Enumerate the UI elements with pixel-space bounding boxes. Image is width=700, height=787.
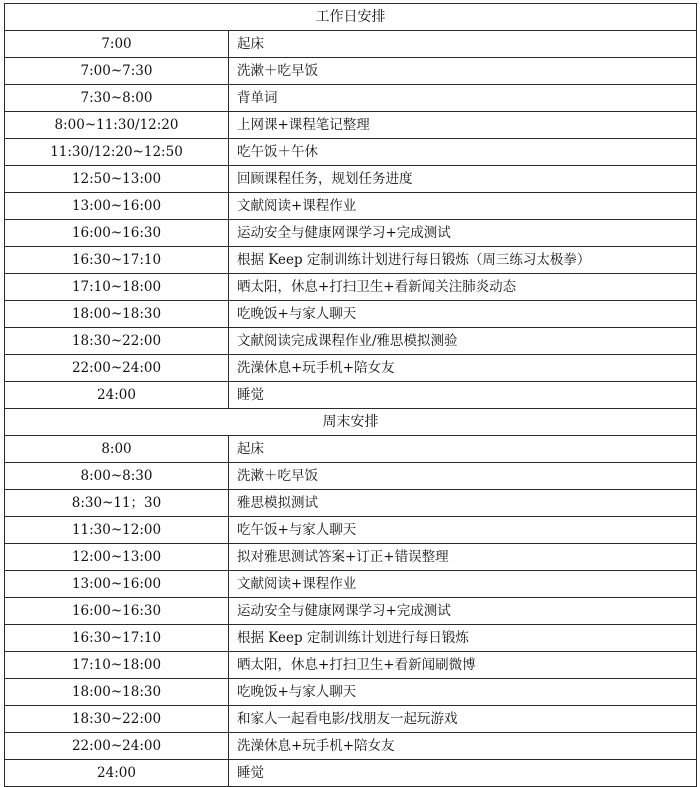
time-cell: 18:30~22:00 xyxy=(5,328,229,355)
table-row xyxy=(5,355,697,382)
table-row xyxy=(5,301,697,328)
activity-cell: 起床 xyxy=(229,436,697,463)
activity-cell: 吃晚饭+与家人聊天 xyxy=(229,301,697,328)
activity-cell: 起床 xyxy=(229,31,697,58)
table-row xyxy=(5,652,697,679)
activity-cell: 晒太阳，休息+打扫卫生+看新闻关注肺炎动态 xyxy=(229,274,697,301)
activity-cell: 运动安全与健康网课学习+完成测试 xyxy=(229,220,697,247)
activity-cell: 拟对雅思测试答案+订正+错误整理 xyxy=(229,544,697,571)
activity-cell: 运动安全与健康网课学习+完成测试 xyxy=(229,598,697,625)
table-row xyxy=(5,247,697,274)
activity-cell: 背单词 xyxy=(229,85,697,112)
table-row xyxy=(5,490,697,517)
activity-cell: 洗澡休息+玩手机+陪女友 xyxy=(229,733,697,760)
time-cell: 18:00~18:30 xyxy=(5,301,229,328)
time-cell: 17:10~18:00 xyxy=(5,274,229,301)
schedule-body xyxy=(5,4,697,787)
time-cell: 18:00~18:30 xyxy=(5,679,229,706)
table-row xyxy=(5,31,697,58)
activity-cell: 上网课+课程笔记整理 xyxy=(229,112,697,139)
table-row xyxy=(5,139,697,166)
activity-cell: 文献阅读+课程作业 xyxy=(229,193,697,220)
time-cell: 18:30~22:00 xyxy=(5,706,229,733)
table-row xyxy=(5,463,697,490)
section-header-row xyxy=(5,409,697,436)
section-header-row xyxy=(5,4,697,31)
table-row xyxy=(5,58,697,85)
table-row xyxy=(5,571,697,598)
activity-cell: 和家人一起看电影/找朋友一起玩游戏 xyxy=(229,706,697,733)
time-cell: 12:00~13:00 xyxy=(5,544,229,571)
activity-cell: 吃晚饭+与家人聊天 xyxy=(229,679,697,706)
time-cell: 7:00 xyxy=(5,31,229,58)
activity-cell: 洗漱＋吃早饭 xyxy=(229,58,697,85)
time-cell: 8:00~8:30 xyxy=(5,463,229,490)
activity-cell: 文献阅读+课程作业 xyxy=(229,571,697,598)
table-row xyxy=(5,760,697,787)
time-cell: 22:00~24:00 xyxy=(5,733,229,760)
time-cell: 11:30~12:00 xyxy=(5,517,229,544)
activity-cell: 睡觉 xyxy=(229,760,697,787)
table-row xyxy=(5,625,697,652)
table-row xyxy=(5,706,697,733)
time-cell: 13:00~16:00 xyxy=(5,571,229,598)
table-row xyxy=(5,85,697,112)
activity-cell: 洗澡休息+玩手机+陪女友 xyxy=(229,355,697,382)
time-cell: 16:30~17:10 xyxy=(5,625,229,652)
table-row xyxy=(5,220,697,247)
time-cell: 24:00 xyxy=(5,382,229,409)
activity-cell: 根据 Keep 定制训练计划进行每日锻炼 xyxy=(229,625,697,652)
time-cell: 12:50~13:00 xyxy=(5,166,229,193)
table-row xyxy=(5,166,697,193)
table-row xyxy=(5,598,697,625)
table-row xyxy=(5,382,697,409)
time-cell: 24:00 xyxy=(5,760,229,787)
time-cell: 16:00~16:30 xyxy=(5,598,229,625)
activity-cell: 晒太阳，休息+打扫卫生+看新闻刷微博 xyxy=(229,652,697,679)
time-cell: 22:00~24:00 xyxy=(5,355,229,382)
table-row xyxy=(5,544,697,571)
table-row xyxy=(5,274,697,301)
section-title: 工作日安排 xyxy=(5,4,697,31)
table-row xyxy=(5,193,697,220)
table-row xyxy=(5,328,697,355)
activity-cell: 吃午饭+与家人聊天 xyxy=(229,517,697,544)
time-cell: 8:30~11；30 xyxy=(5,490,229,517)
time-cell: 16:00~16:30 xyxy=(5,220,229,247)
time-cell: 11:30/12:20~12:50 xyxy=(5,139,229,166)
time-cell: 7:00~7:30 xyxy=(5,58,229,85)
section-title: 周末安排 xyxy=(5,409,697,436)
activity-cell: 吃午饭＋午休 xyxy=(229,139,697,166)
table-row xyxy=(5,679,697,706)
table-row xyxy=(5,112,697,139)
time-cell: 17:10~18:00 xyxy=(5,652,229,679)
activity-cell: 文献阅读完成课程作业/雅思模拟测验 xyxy=(229,328,697,355)
table-row xyxy=(5,436,697,463)
activity-cell: 睡觉 xyxy=(229,382,697,409)
table-row xyxy=(5,733,697,760)
time-cell: 13:00~16:00 xyxy=(5,193,229,220)
time-cell: 16:30~17:10 xyxy=(5,247,229,274)
time-cell: 8:00 xyxy=(5,436,229,463)
time-cell: 7:30~8:00 xyxy=(5,85,229,112)
activity-cell: 洗漱＋吃早饭 xyxy=(229,463,697,490)
activity-cell: 根据 Keep 定制训练计划进行每日锻炼（周三练习太极拳） xyxy=(229,247,697,274)
activity-cell: 雅思模拟测试 xyxy=(229,490,697,517)
time-cell: 8:00~11:30/12:20 xyxy=(5,112,229,139)
schedule-table xyxy=(4,3,697,787)
activity-cell: 回顾课程任务，规划任务进度 xyxy=(229,166,697,193)
table-row xyxy=(5,517,697,544)
